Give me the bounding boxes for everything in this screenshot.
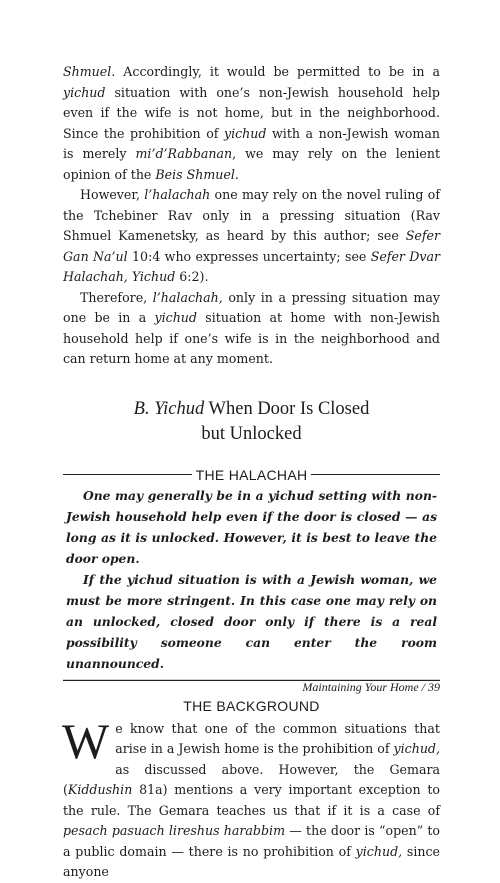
italic-term: mi’d’Rabbanan (135, 146, 233, 161)
italic-term: yichud, (393, 741, 440, 756)
italic-term: Sefer Dvar Halachah, Yichud (63, 248, 441, 284)
italic-term: Sefer Gan Na’ul (63, 228, 440, 264)
text-run: with a non-Jewish woman is merely (63, 125, 440, 161)
text-run: only in a pressing situation may one be in a (63, 289, 440, 325)
drop-cap: W (62, 712, 110, 769)
halachah-paragraph: One may generally be in a yichud setting with non-Jewish household help even if the door is closed — as long as it is unlocked. However, it is best to leave the door open. (66, 487, 437, 566)
paragraph (62, 712, 441, 883)
text-run: as discussed above. However, the Gemara ( (63, 761, 440, 797)
text-run: , we may rely on the lenient opinion of the (63, 146, 441, 182)
running-footer: Maintaining Your Home / 39 (302, 680, 440, 694)
italic-term: yichud, (355, 843, 403, 859)
text-run: . Accordingly, it would be permitted to be in a (111, 64, 440, 79)
section-heading-italic: B. Yichud (133, 398, 205, 419)
halachah-label: THE HALACHAH (195, 466, 308, 483)
paragraph (63, 288, 440, 370)
italic-term: pesach pasuach lireshus harabbim (63, 823, 286, 838)
text-run: 81a) mentions a very important exception to the rule. The Gemara teaches us that if it is a case of (63, 782, 440, 818)
halachah-box (63, 485, 440, 674)
italic-term: yichud (154, 310, 197, 325)
section-heading-text: When Door Is Closed (204, 398, 370, 419)
section-heading-text: but Unlocked (201, 423, 302, 444)
paragraph (63, 185, 440, 288)
paragraph (63, 62, 440, 185)
halachah-header (63, 467, 440, 483)
text-run: situation with one’s non-Jewish household help even if the wife is not home, but in the neighborhood. Since the prohibition of (63, 84, 440, 141)
text-run: one may rely on the novel ruling of the Tchebiner Rav only in a pressing situation (Rav Shmuel Kamenetsky, as heard by this author; see (63, 187, 440, 243)
text-run: 6:2). (175, 269, 209, 284)
italic-term: Kiddushin (67, 782, 133, 797)
italic-term: l’halachah, (152, 289, 223, 305)
page-body (63, 62, 440, 883)
italic-term: yichud (63, 84, 106, 100)
section-heading (63, 397, 440, 447)
text-run: Therefore, (80, 289, 153, 305)
halachah-paragraph: If the yichud situation is with a Jewish woman, we must be more stringent. In this case one may rely on an unlocked, closed door only if there is a real possibility someone can enter the room unannounced. (66, 571, 437, 671)
text-run: . (234, 166, 239, 182)
divider (311, 474, 440, 475)
background-heading: THE BACKGROUND (183, 697, 320, 714)
italic-term: l’halachah (144, 187, 211, 202)
italic-term: yichud (223, 125, 267, 141)
text-run: 10:4 who expresses uncertainty; see (127, 248, 371, 264)
text-run: situation at home with non-Jewish household help if one’s wife is in the neighborhood and can return home at any moment. (63, 310, 440, 366)
text-run: — the door is “open” to a public domain — there is no prohibition of (63, 823, 440, 859)
divider (63, 474, 192, 475)
text-run: e know that one of the common situations that arise in a Jewish home is the prohibition of (115, 720, 440, 756)
text-run: since anyone (63, 843, 441, 879)
italic-term: Beis Shmuel (155, 166, 235, 182)
text-run: However, (80, 187, 145, 202)
italic-term: Shmuel (63, 64, 112, 79)
